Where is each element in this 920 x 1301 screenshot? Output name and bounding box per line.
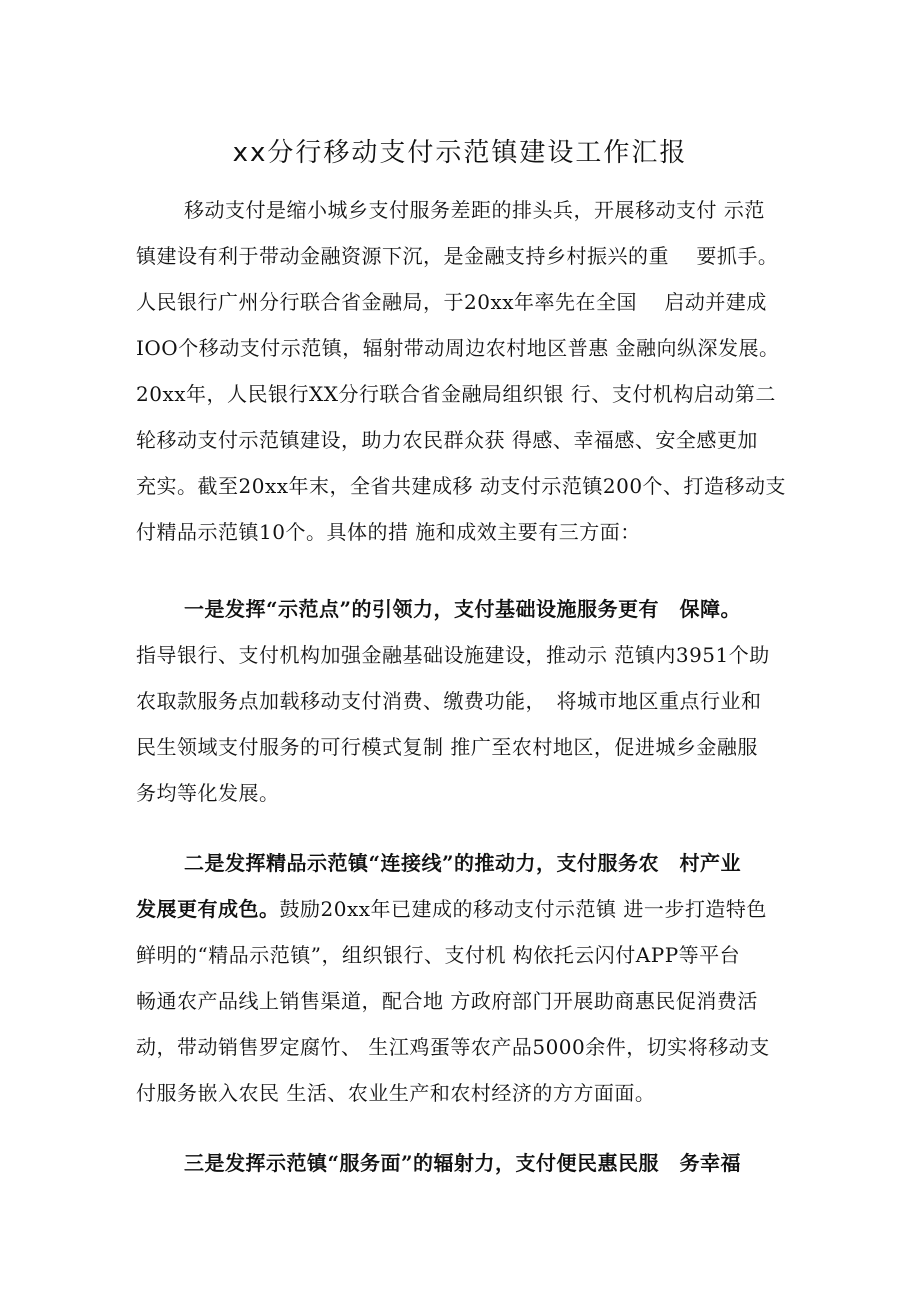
paragraph-line: 鲜明的“精品示范镇”，组织银行、支付机 构依托云闪付APP等平台 [136,943,741,967]
section-heading-2-end: 发展更有成色。 [136,897,280,921]
paragraph-line: 畅通农产品线上销售渠道，配合地 方政府部门开展助商惠民促消费活 [136,989,758,1013]
section-heading-2: 二是发挥精品示范镇“连接线”的推动力，支付服务农 村产业 [184,851,742,875]
paragraph-line: 付服务嵌入农民 生活、农业生产和农村经济的方方面面。 [136,1081,656,1105]
paragraph-line: 轮移动支付示范镇建设，助力农民群众获 得感、幸福感、安全感更加 [136,428,758,452]
paragraph-line: 20xx年，人民银行XX分行联合省金融局组织银 行、支付机构启动第二 [136,382,776,406]
paragraph-line: IOO个移动支付示范镇，辐射带动周边农村地区普惠 金融向纵深发展。 [136,336,780,360]
paragraph-line: 务均等化发展。 [136,781,280,805]
paragraph-line: 指导银行、支付机构加强金融基础设施建设，推动示 范镇内3951个助 [136,643,770,667]
section-heading-3: 三是发挥示范镇“服务面”的辐射力，支付便民惠民服 务幸福 [184,1151,742,1175]
paragraph-line: 人民银行广州分行联合省金融局，于20xx年率先在全国 启动并建成 [136,290,767,314]
paragraph-line: 动，带动销售罗定腐竹、 生江鸡蛋等农产品5000余件，切实将移动支 [136,1035,770,1059]
document-title: xx分行移动支付示范镇建设工作汇报 [232,138,688,168]
paragraph-line: 镇建设有利于带动金融资源下沉，是金融支持乡村振兴的重 要抓手。 [136,244,779,268]
paragraph-text: 鼓励20xx年已建成的移动支付示范镇 进一步打造特色 [279,897,767,921]
paragraph-line [136,894,791,924]
paragraph-line: 付精品示范镇10个。具体的措 施和成效主要有三方面： [136,520,641,544]
paragraph-line: 充实。截至20xx年末，全省共建成移 动支付示范镇200个、打造移动支 [136,474,787,498]
paragraph-line: 民生领域支付服务的可行模式复制 推广至农村地区，促进城乡金融服 [136,735,758,759]
section-heading-1: 一是发挥“示范点”的引领力，支付基础设施服务更有 保障。 [184,597,742,621]
paragraph-line: 移动支付是缩小城乡支付服务差距的排头兵，开展移动支付 示范 [184,198,765,222]
paragraph-line: 农取款服务点加载移动支付消费、缴费功能， 将城市地区重点行业和 [136,689,762,713]
